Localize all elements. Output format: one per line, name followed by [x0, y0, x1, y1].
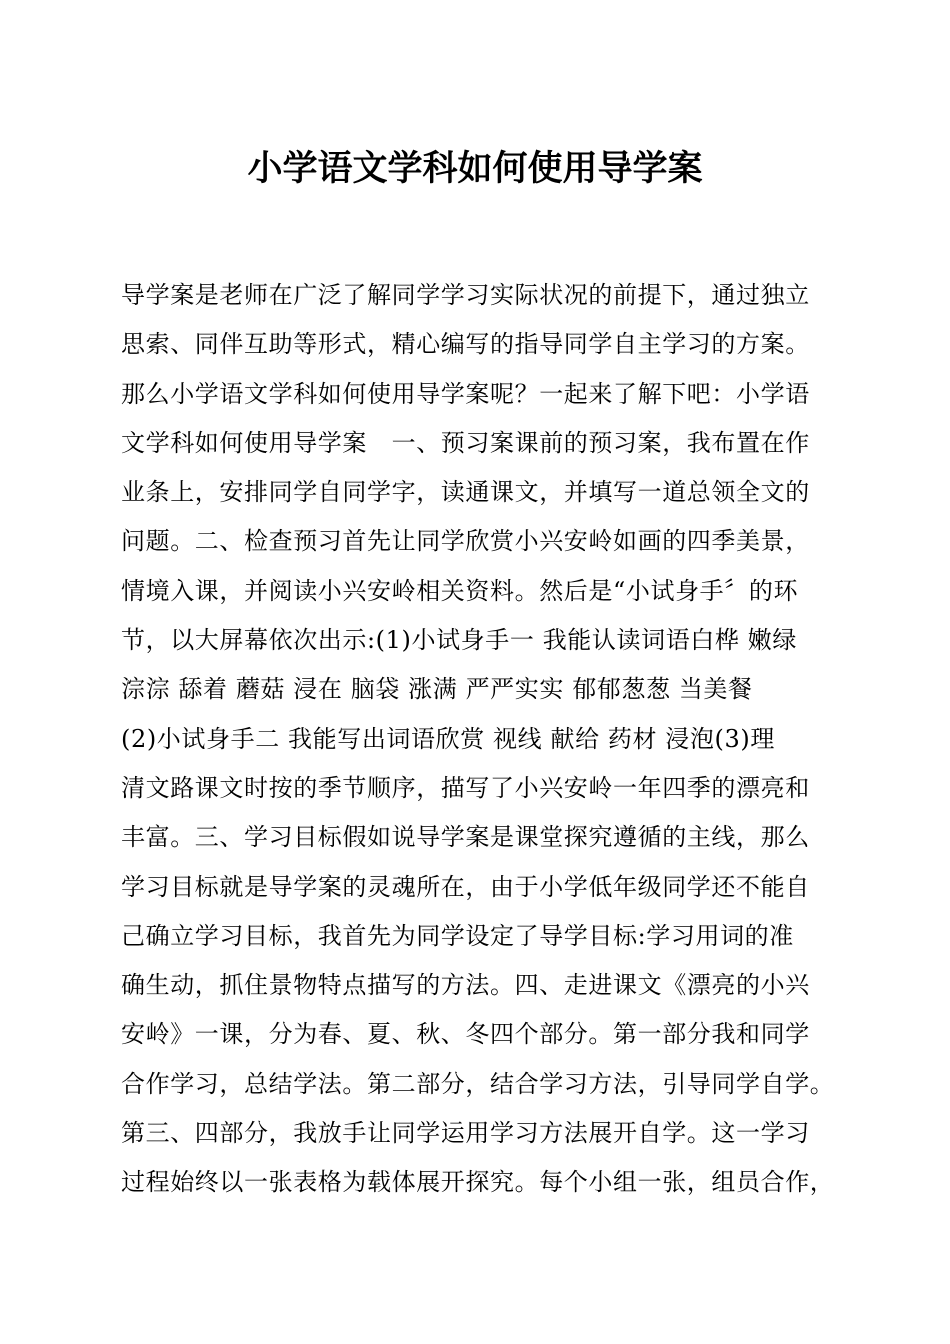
body-line: 业条上，安排同学自同学字，读通课文，并填写一道总领全文的 [121, 478, 810, 507]
body-line: 导学案是老师在广泛了解同学学习实际状况的前提下，通过独立 [121, 281, 810, 309]
body-line: 那么小学语文学科如何使用导学案呢？一起来了解下吧：小学语 [121, 379, 810, 408]
body-line: 文学科如何使用导学案 一、预习案课前的预习案，我布置在作 [121, 428, 810, 457]
body-line: 问题。二、检查预习首先让同学欣赏小兴安岭如画的四季美景， [121, 527, 810, 556]
body-line: 丰富。三、学习目标假如说导学案是课堂探究遵循的主线，那么 [121, 823, 810, 852]
body-line: 淙淙 舔着 蘑菇 浸在 脑袋 涨满 严严实实 郁郁葱葱 当美餐 [121, 675, 753, 704]
document-body [121, 271, 861, 1208]
body-line: 节，以大屏幕依次出示:(1)小试身手一 我能认读词语白桦 嫩绿 [121, 626, 797, 655]
body-line: 安岭》一课，分为春、夏、秋、冬四个部分。第一部分我和同学 [121, 1020, 810, 1049]
body-line: 确生动，抓住景物特点描写的方法。四、走进课文《漂亮的小兴 [121, 971, 810, 1000]
body-line: 第三、四部分，我放手让同学运用学习方法展开自学。这一学习 [121, 1119, 810, 1148]
document-title: 小学语文学科如何使用导学案 [247, 148, 703, 189]
body-line: 己确立学习目标，我首先为同学设定了导学目标:学习用词的准 [121, 921, 794, 950]
body-line: 过程始终以一张表格为载体展开探究。每个小组一张，组员合作， [121, 1168, 835, 1197]
body-line: (2)小试身手二 我能写出词语欣赏 视线 献给 药材 浸泡(3)理 [121, 724, 775, 753]
body-line: 清文路课文时按的季节顺序，描写了小兴安岭一年四季的漂亮和 [121, 773, 810, 802]
body-line: 学习目标就是导学案的灵魂所在，由于小学低年级同学还不能自 [121, 872, 810, 901]
body-line: 合作学习，总结学法。第二部分，结合学习方法，引导同学自学。 [121, 1069, 835, 1098]
body-line: 情境入课，并阅读小兴安岭相关资料。然后是“小试身手〞的环 [121, 576, 799, 605]
body-line: 思索、同伴互助等形式，精心编写的指导同学自主学习的方案。 [121, 330, 810, 359]
